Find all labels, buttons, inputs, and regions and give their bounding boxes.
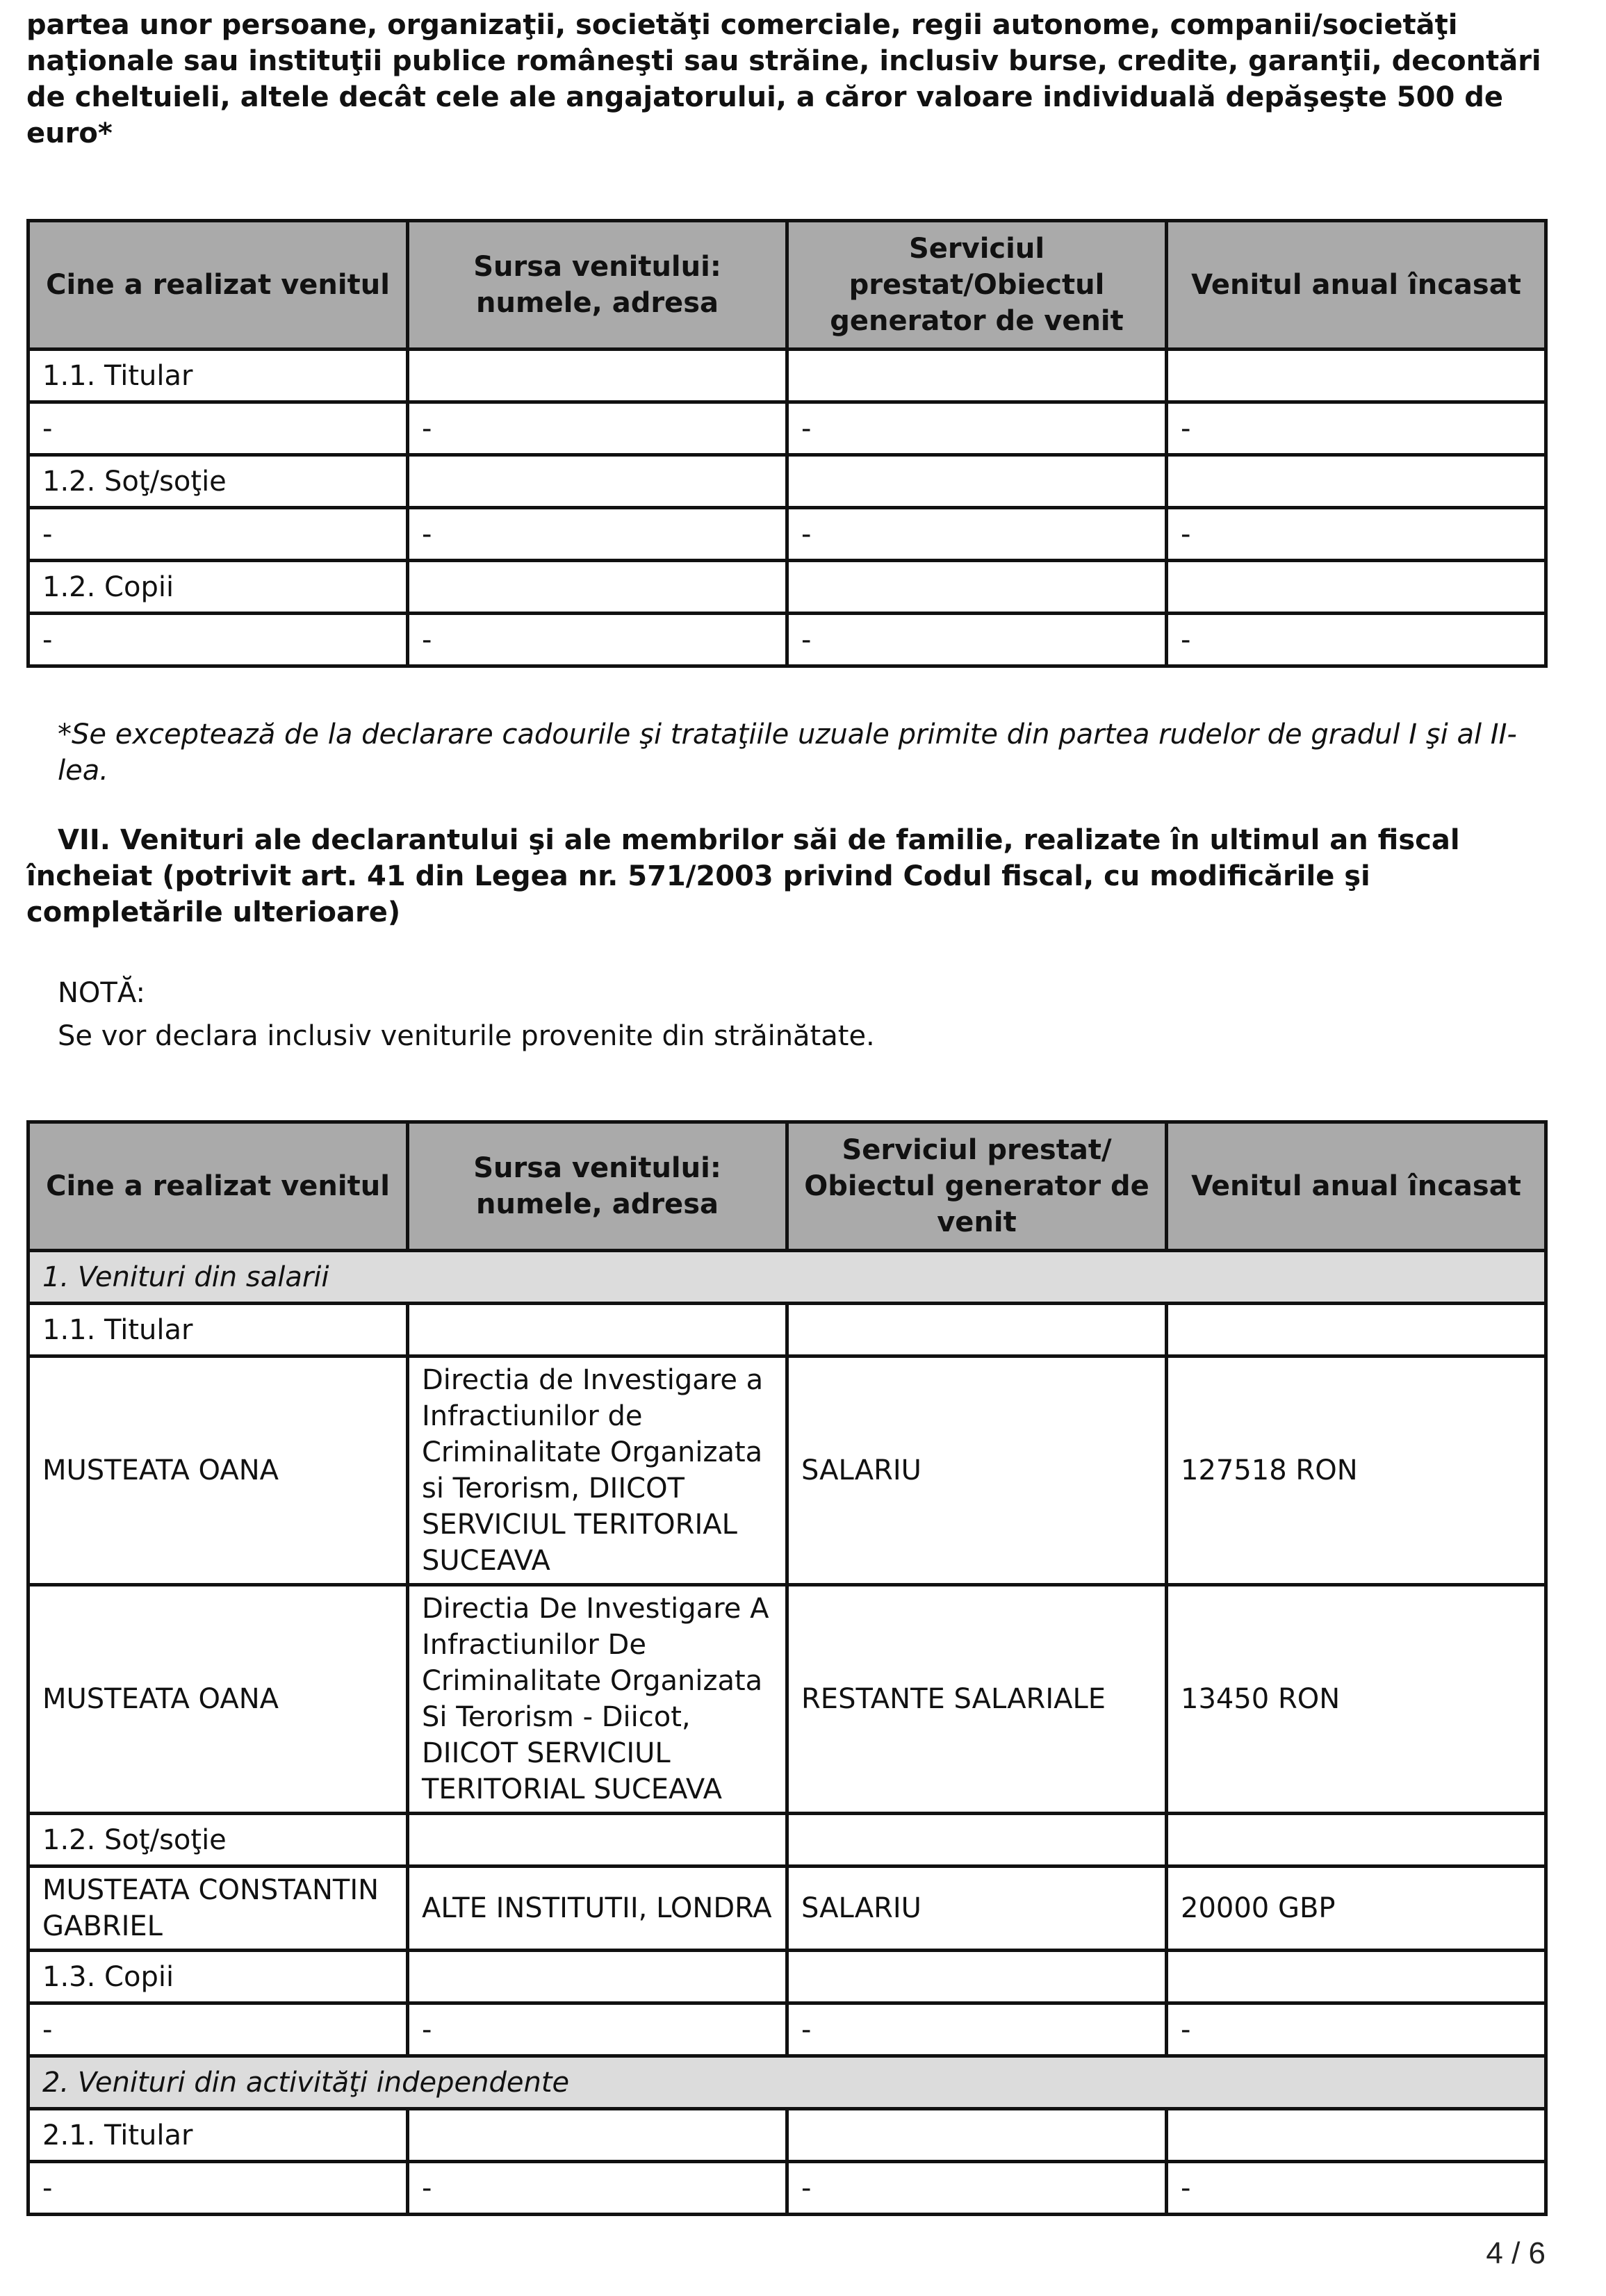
column-header: Cine a realizat venitul [28,1122,408,1251]
table-cell: SALARIU [787,1356,1167,1585]
table-row [28,561,1546,614]
table-cell [1167,1814,1546,1867]
column-header: Cine a realizat venitul [28,221,408,350]
table-cell: 20000 GBP [1167,1867,1546,1951]
table-cell [787,455,1167,508]
table-cell: SALARIU [787,1867,1167,1951]
table-row [28,1867,1546,1951]
table-row [28,1814,1546,1867]
table-cell: - [787,614,1167,666]
table-row [28,350,1546,402]
table-cell: 13450 RON [1167,1585,1546,1814]
table-cell [1167,350,1546,402]
table-cell [1167,2109,1546,2162]
table-cell [1167,561,1546,614]
document-page [26,0,1546,2216]
table-cell: Directia De Investigare A Infractiunilor De Criminalitate Organizata Si Terorism - Diicot, DIICOT SERVICIUL TERITORIAL SUCEAVA [408,1585,787,1814]
table-cell: - [28,508,408,561]
table-cell: - [787,2003,1167,2056]
table-cell [408,1951,787,2003]
section-vii-heading-text: VII. Venituri ale declarantului şi ale membrilor săi de familie, realizate în ultimul an fiscal încheiat (potrivit art. 41 din Legea nr. 571/2003 privind Codul fiscal, cu modificările şi completările ulterioare) [26,824,1460,928]
table-row [28,1585,1546,1814]
table-cell: ALTE INSTITUTII, LONDRA [408,1867,787,1951]
table-cell: - [1167,402,1546,455]
table-row [28,2162,1546,2215]
table-row [28,508,1546,561]
table-row [28,2003,1546,2056]
table-cell: - [28,2003,408,2056]
table-cell [787,561,1167,614]
note-text: Se vor declara inclusiv veniturile provenite din străinătate. [58,1020,875,1052]
table-cell [787,2109,1167,2162]
table-cell [408,2109,787,2162]
table-cell: - [28,614,408,666]
table-cell: - [1167,508,1546,561]
section-label: 2. Venituri din activităţi independente [28,2056,1546,2109]
table-cell: - [408,402,787,455]
table-cell: - [1167,2162,1546,2215]
table-cell: Directia de Investigare a Infractiunilor de Criminalitate Organizata si Terorism, DIICOT SERVICIUL TERITORIAL SUCEAVA [408,1356,787,1585]
income-table [26,1120,1548,2216]
section-row [28,2056,1546,2109]
table-header-row [28,1122,1546,1251]
intro-paragraph: partea unor persoane, organizaţii, societăţi comerciale, regii autonome, companii/societăţi naţionale sau instituţii publice româneşti sau străine, inclusiv burse, credite, garanţii, decontări de cheltuieli, altele decât cele ale angajatorului, a căror valoare individuală depăşeşte 500 de euro* [26,9,1541,149]
table-cell: 1.2. Soţ/soţie [28,1814,408,1867]
gifts-table [26,219,1548,668]
table-row [28,1304,1546,1356]
table-cell [787,350,1167,402]
table-cell: - [408,614,787,666]
table-cell: 1.3. Copii [28,1951,408,2003]
table-cell [408,350,787,402]
table-cell [787,1814,1167,1867]
table-cell: - [787,508,1167,561]
table-cell: - [787,2162,1167,2215]
table-row [28,455,1546,508]
table-cell: MUSTEATA OANA [28,1356,408,1585]
table-cell [408,1814,787,1867]
table-cell: - [1167,2003,1546,2056]
table-cell [787,1304,1167,1356]
table-cell: - [408,2162,787,2215]
table-row [28,2109,1546,2162]
table-header-row [28,221,1546,350]
table-row [28,402,1546,455]
table-cell: 1.2. Soţ/soţie [28,455,408,508]
table-cell [1167,1304,1546,1356]
table-cell [1167,1951,1546,2003]
table-cell: 1.1. Titular [28,1304,408,1356]
column-header: Venitul anual încasat [1167,1122,1546,1251]
page-number: 4 / 6 [1486,2236,1546,2270]
note-label: NOTĂ: [58,977,145,1009]
column-header: Sursa venitului: numele, adresa [408,221,787,350]
table-cell [408,1304,787,1356]
table-cell: MUSTEATA CONSTANTIN GABRIEL [28,1867,408,1951]
table-row [28,614,1546,666]
table-cell: 1.1. Titular [28,350,408,402]
footnote: *Se exceptează de la declarare cadourile şi trataţiile uzuale primite din partea rudelor de gradul I şi al II-lea. [58,719,1517,787]
section-label: 1. Venituri din salarii [28,1251,1546,1304]
table-row [28,1951,1546,2003]
column-header: Serviciul prestat/ Obiectul generator de venit [787,1122,1167,1251]
table-cell: - [408,2003,787,2056]
table-cell: 1.2. Copii [28,561,408,614]
section-vii-heading [26,822,1546,930]
table-cell [408,561,787,614]
table-cell: - [787,402,1167,455]
column-header: Serviciul prestat/Obiectul generator de venit [787,221,1167,350]
section-row [28,1251,1546,1304]
table-cell: - [28,402,408,455]
table-cell [408,455,787,508]
table-cell: RESTANTE SALARIALE [787,1585,1167,1814]
table-cell: - [408,508,787,561]
table-cell: - [1167,614,1546,666]
table-cell: 127518 RON [1167,1356,1546,1585]
table-cell [787,1951,1167,2003]
note-block [58,971,1546,1058]
table-cell: - [28,2162,408,2215]
column-header: Sursa venitului: numele, adresa [408,1122,787,1251]
column-header: Venitul anual încasat [1167,221,1546,350]
table-cell [1167,455,1546,508]
table-row [28,1356,1546,1585]
table-cell: 2.1. Titular [28,2109,408,2162]
table-cell: MUSTEATA OANA [28,1585,408,1814]
